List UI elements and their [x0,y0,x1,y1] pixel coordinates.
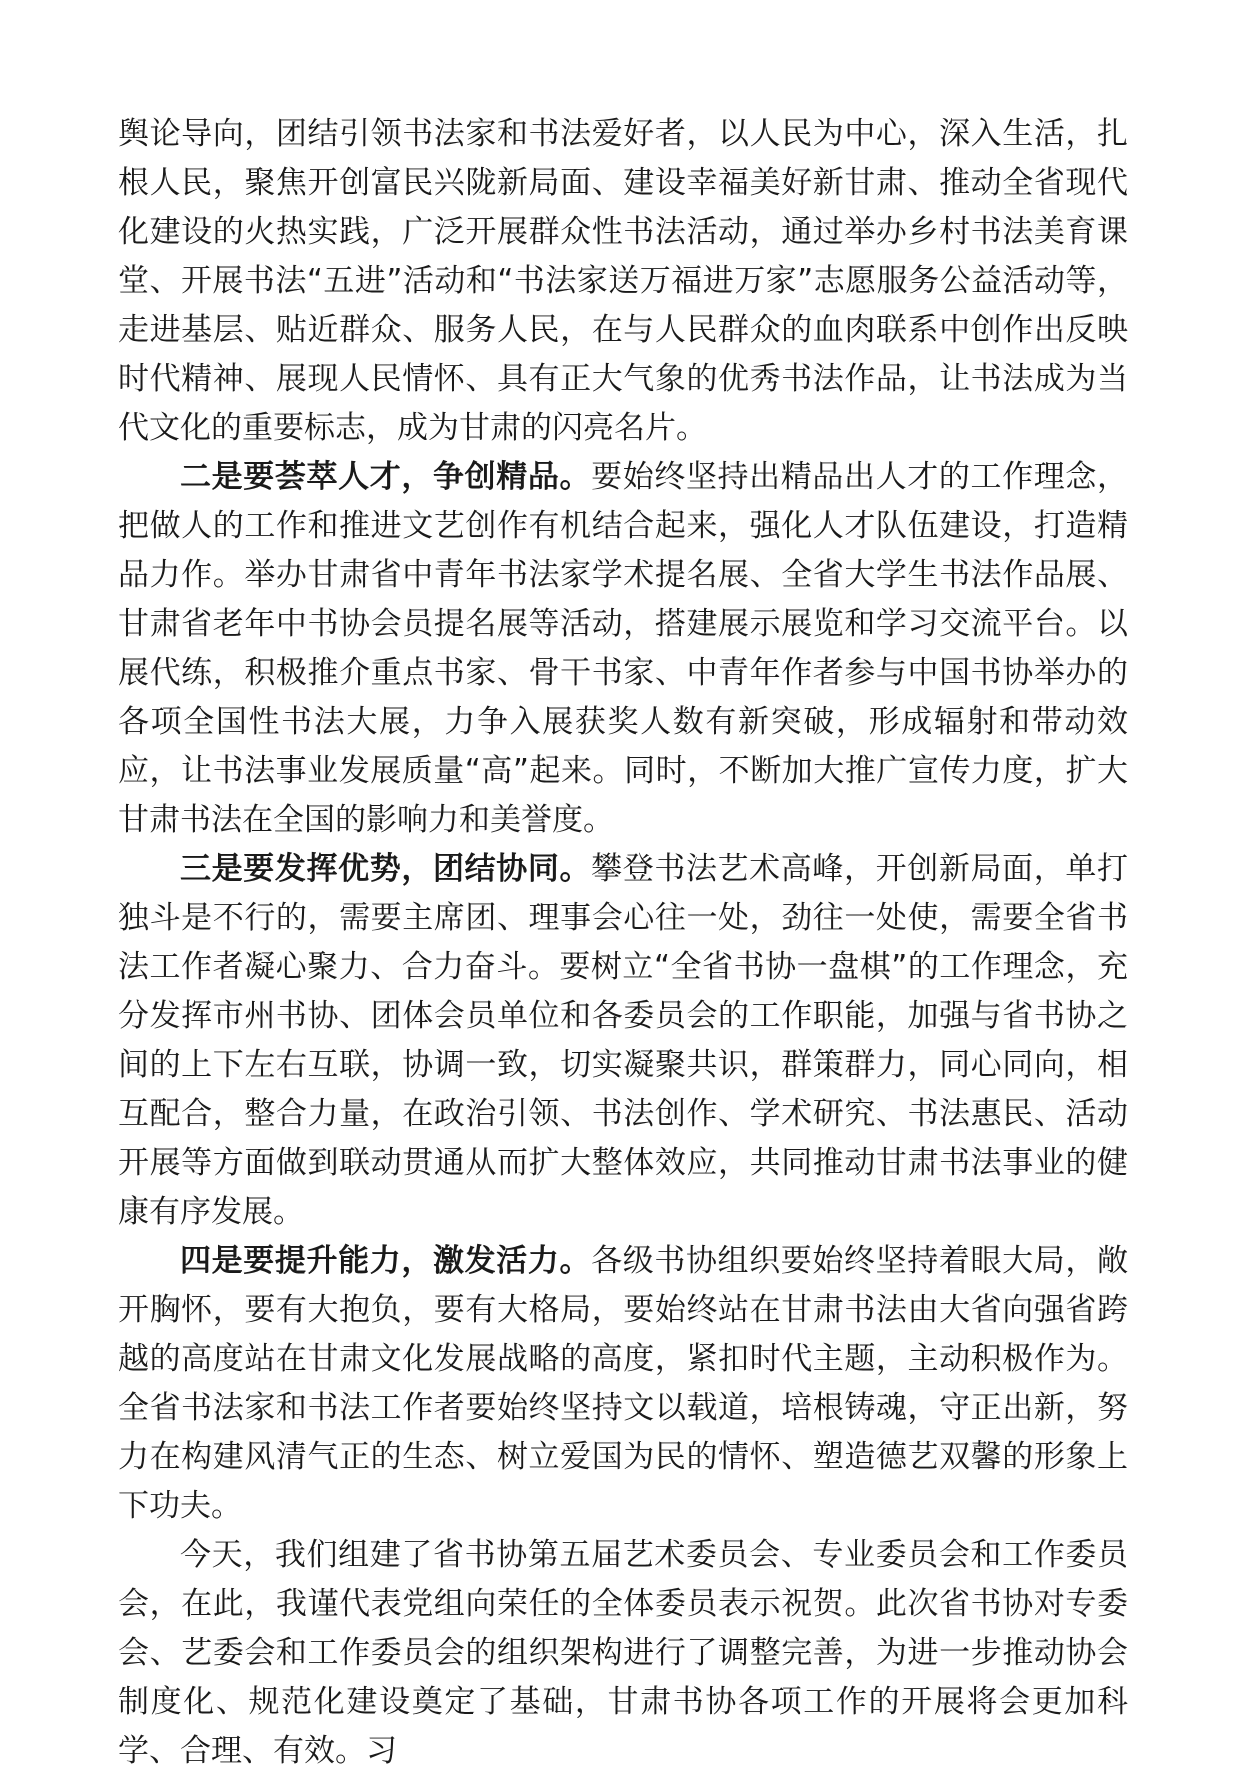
paragraph-text: 舆论导向，团结引领书法家和书法爱好者，以人民为中心，深入生活，扎根人民，聚焦开创富民兴陇新局面、建设幸福美好新甘肃、推动全省现代化建设的火热实践，广泛开展群众性书法活动，通过举办乡村书法美育课堂、开展书法“五进”活动和“书法家送万福进万家”志愿服务公益活动等，走进基层、贴近群众、服务人民，在与人民群众的血肉联系中创作出反映时代精神、展现人民情怀、具有正大气象的优秀书法作品，让书法成为当代文化的重要标志，成为甘肃的闪亮名片。 [118,116,1128,446]
paragraph-heading: 三是要发挥优势，团结协同。 [180,851,592,887]
paragraph-capability [118,1237,1128,1531]
paragraph-committees [118,1531,1128,1776]
paragraph-text: 攀登书法艺术高峰，开创新局面，单打独斗是不行的，需要主席团、理事会心往一处，劲往一处使，需要全省书法工作者凝心聚力、合力奋斗。要树立“全省书协一盘棋”的工作理念，充分发挥市州书协、团体会员单位和各委员会的工作职能，加强与省书协之间的上下左右互联，协调一致，切实凝聚共识，群策群力，同心同向，相互配合，整合力量，在政治引领、书法创作、学术研究、书法惠民、活动开展等方面做到联动贯通从而扩大整体效应，共同推动甘肃书法事业的健康有序发展。 [118,851,1129,1230]
paragraph-text: 各级书协组织要始终坚持着眼大局，敞开胸怀，要有大抱负，要有大格局，要始终站在甘肃书法由大省向强省跨越的高度站在甘肃文化发展战略的高度，紧扣时代主题，主动积极作为。全省书法家和书法工作者要始终坚持文以载道，培根铸魂，守正出新，努力在构建风清气正的生态、树立爱国为民的情怀、塑造德艺双馨的形象上下功夫。 [118,1243,1129,1524]
paragraph-talent [118,453,1128,845]
paragraph-continued [118,110,1128,453]
document-page [118,110,1128,1776]
paragraph-heading: 四是要提升能力，激发活力。 [180,1243,592,1279]
paragraph-collaboration [118,845,1128,1237]
paragraph-heading: 二是要荟萃人才，争创精品。 [180,459,592,495]
paragraph-text: 要始终坚持出精品出人才的工作理念，把做人的工作和推进文艺创作有机结合起来，强化人才队伍建设，打造精品力作。举办甘肃省中青年书法家学术提名展、全省大学生书法作品展、甘肃省老年中书协会员提名展等活动，搭建展示展览和学习交流平台。以展代练，积极推介重点书家、骨干书家、中青年作者参与中国书协举办的各项全国性书法大展，力争入展获奖人数有新突破，形成辐射和带动效应，让书法事业发展质量“高”起来。同时，不断加大推广宣传力度，扩大甘肃书法在全国的影响力和美誉度。 [118,459,1129,838]
paragraph-text: 今天，我们组建了省书协第五届艺术委员会、专业委员会和工作委员会，在此，我谨代表党组向荣任的全体委员表示祝贺。此次省书协对专委会、艺委会和工作委员会的组织架构进行了调整完善，为进一步推动协会制度化、规范化建设奠定了基础，甘肃书协各项工作的开展将会更加科学、合理、有效。习 [118,1537,1128,1769]
